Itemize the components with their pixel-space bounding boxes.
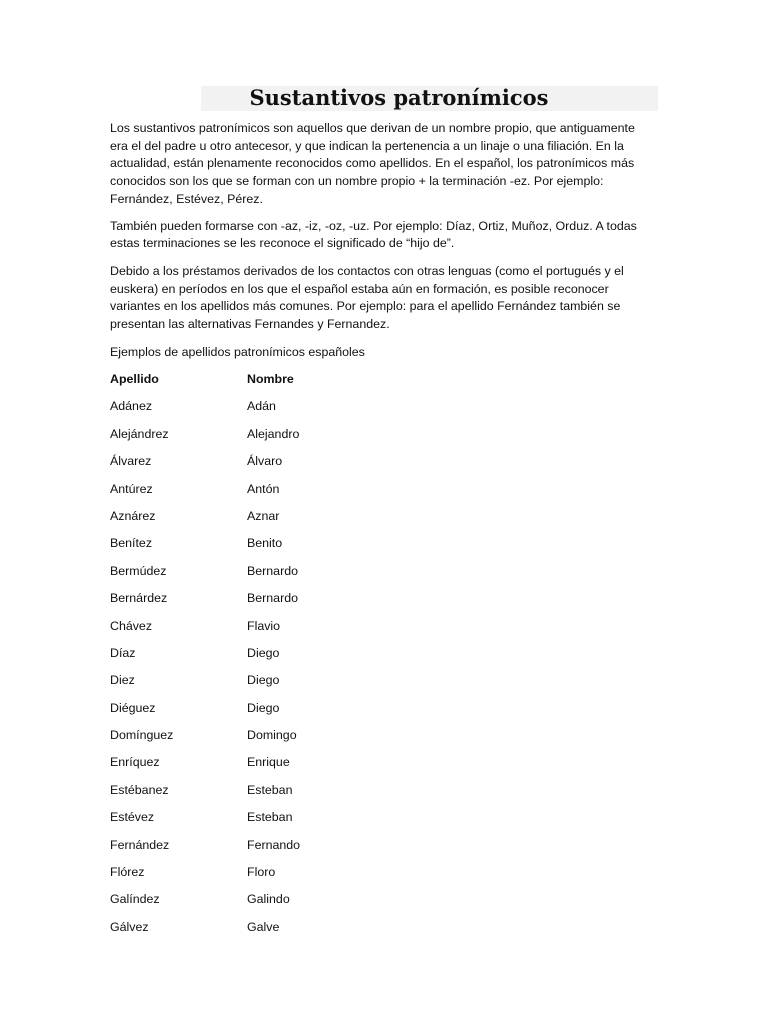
apellido-cell: Díaz (110, 645, 136, 660)
table-row (110, 914, 510, 941)
nombre-cell: Floro (247, 865, 276, 880)
apellido-cell: Fernández (110, 837, 170, 852)
nombre-cell: Álvaro (247, 454, 283, 469)
table-row (110, 613, 510, 640)
apellido-cell: Benítez (110, 536, 153, 551)
apellido-cell: Galíndez (110, 892, 160, 907)
table-row (110, 421, 510, 448)
table-row (110, 667, 510, 694)
nombre-cell: Enrique (247, 755, 290, 770)
nombre-cell: Diego (247, 700, 280, 715)
table-row (110, 448, 510, 475)
nombre-cell: Bernardo (247, 591, 298, 606)
table-row (110, 585, 510, 612)
apellido-cell: Aznárez (110, 508, 156, 523)
header-nombre: Nombre (247, 372, 294, 386)
apellido-cell: Gálvez (110, 919, 149, 934)
nombre-cell: Galindo (247, 892, 290, 907)
table-row (110, 393, 510, 420)
table-row (110, 722, 510, 749)
apellido-cell: Flórez (110, 865, 145, 880)
nombre-cell: Flavio (247, 618, 281, 633)
table-header-row (110, 366, 510, 393)
table-row (110, 749, 510, 776)
nombre-cell: Benito (247, 536, 283, 551)
apellido-cell: Bernárdez (110, 591, 168, 606)
nombre-cell: Alejandro (247, 426, 300, 441)
page-title: Sustantivos patronímicos (249, 85, 549, 110)
table-row (110, 558, 510, 585)
table-row (110, 640, 510, 667)
nombre-cell: Diego (247, 673, 280, 688)
apellido-cell: Chávez (110, 618, 153, 633)
nombre-cell: Esteban (247, 782, 293, 797)
apellido-cell: Diéguez (110, 700, 156, 715)
nombre-cell: Esteban (247, 810, 293, 825)
nombre-cell: Domingo (247, 728, 297, 743)
apellido-cell: Alejándrez (110, 426, 169, 441)
surname-table (110, 366, 510, 941)
variants-paragraph: Debido a los préstamos derivados de los contactos con otras lenguas (como el portugués y el euskera) en períodos en los que el español estaba aún en formación, es posible reconocer variantes en los apellidos más comunes. Por ejemplo: para el apellido Fernández también se presentan las alternativas Fernandes y Fernandez. (110, 263, 624, 332)
examples-heading: Ejemplos de apellidos patronímicos españoles (110, 344, 365, 359)
table-row (110, 886, 510, 913)
table-row (110, 695, 510, 722)
apellido-cell: Enríquez (110, 755, 160, 770)
table-row (110, 503, 510, 530)
table-row (110, 530, 510, 557)
apellido-cell: Estévez (110, 810, 155, 825)
apellido-cell: Antúrez (110, 481, 153, 496)
apellido-cell: Estébanez (110, 782, 169, 797)
nombre-cell: Fernando (247, 837, 301, 852)
header-apellido: Apellido (110, 372, 159, 386)
document-body (110, 120, 650, 361)
nombre-cell: Aznar (247, 508, 280, 523)
endings-paragraph: También pueden formarse con -az, -iz, -oz, -uz. Por ejemplo: Díaz, Ortiz, Muñoz, Orduz. A todas estas terminaciones se les reconoce el significado de “hijo de”. (110, 218, 637, 251)
apellido-cell: Álvarez (110, 454, 152, 469)
nombre-cell: Diego (247, 645, 280, 660)
apellido-cell: Diez (110, 673, 135, 688)
table-row (110, 859, 510, 886)
nombre-cell: Adán (247, 399, 276, 414)
apellido-cell: Bermúdez (110, 563, 167, 578)
table-row (110, 476, 510, 503)
nombre-cell: Antón (247, 481, 280, 496)
apellido-cell: Domínguez (110, 728, 174, 743)
table-row (110, 804, 510, 831)
nombre-cell: Bernardo (247, 563, 298, 578)
intro-paragraph: Los sustantivos patronímicos son aquellos que derivan de un nombre propio, que antiguamente era el del padre u otro antecesor, y que indican la pertenencia a un linaje o una filiación. En la actualidad, están plenamente reconocidos como apellidos. En el español, los patronímicos más conocidos son los que se forman con un nombre propio + la terminación -ez. Por ejemplo: Fernández, Estévez, Pérez. (110, 121, 635, 206)
apellido-cell: Adánez (110, 399, 153, 414)
nombre-cell: Galve (247, 919, 280, 934)
table-row (110, 832, 510, 859)
table-row (110, 777, 510, 804)
